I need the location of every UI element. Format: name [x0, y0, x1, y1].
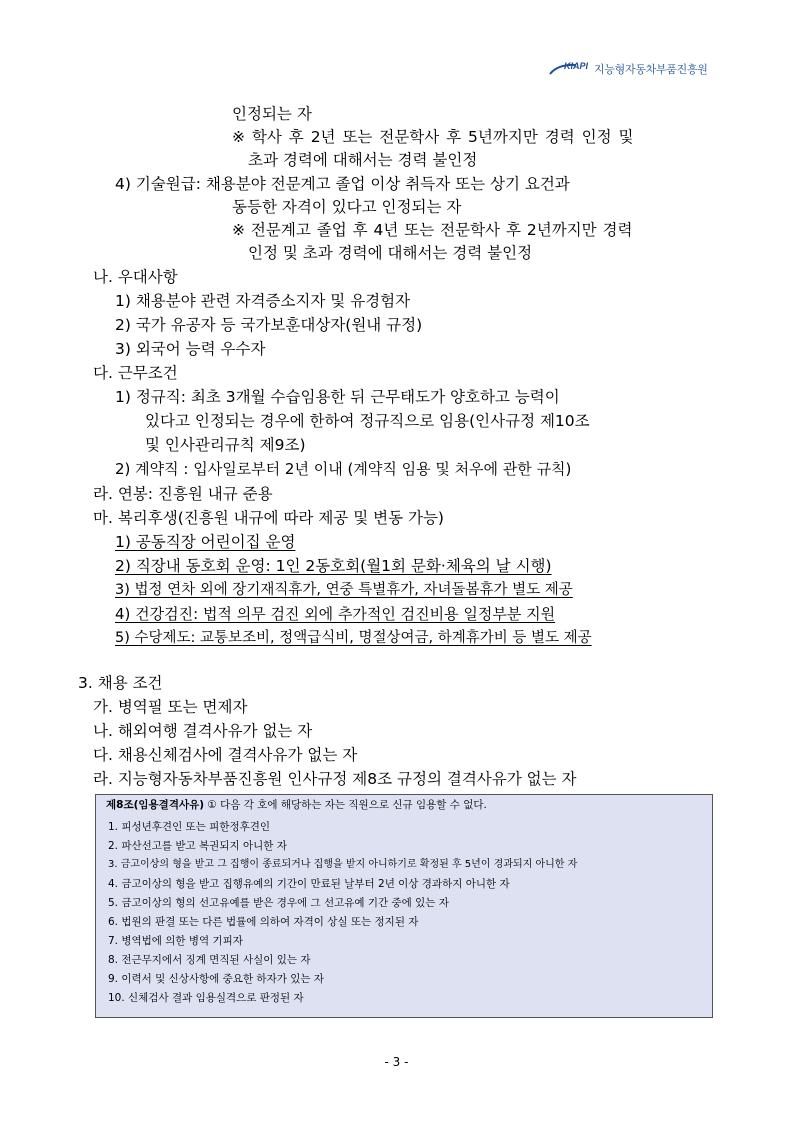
- benefit-line: 4) 건강검진: 법적 의무 검진 외에 추가적인 검진비용 일정부분 지원: [115, 605, 556, 623]
- body-line: ※ 전문계고 졸업 후 4년 또는 전문학사 후 2년까지만 경력: [232, 221, 633, 239]
- benefit-line: 1) 공동직장 어린이집 운영: [115, 533, 296, 551]
- box-item: 3. 금고이상의 형을 받고 그 집행이 종료되거나 집행을 받지 아니하기로 확정된 후 5년이 경과되지 아니한 자: [108, 859, 578, 870]
- body-line: 4) 기술원급: 채용분야 전문계고 졸업 이상 취득자 또는 상기 요건과: [115, 175, 570, 193]
- body-line: 초과 경력에 대해서는 경력 불인정: [248, 151, 478, 169]
- body-line: 2) 계약직 : 입사일로부터 2년 이내 (계약직 임용 및 처우에 관한 규칙): [115, 460, 572, 478]
- kiapi-logo: [548, 58, 753, 80]
- body-line: 다. 채용신체검사에 결격사유가 없는 자: [93, 746, 358, 764]
- page-number: - 3 -: [384, 1055, 409, 1069]
- body-line: 라. 지능형자동차부품진흥원 인사규정 제8조 규정의 결격사유가 없는 자: [93, 770, 577, 788]
- body-line: 가. 병역필 또는 면제자: [93, 698, 248, 716]
- box-item: 10. 신체검사 결과 임용실격으로 판정된 자: [108, 992, 304, 1004]
- body-line: 및 인사관리규칙 제9조): [145, 436, 306, 454]
- body-line: 동등한 자격이 있다고 인정되는 자: [232, 198, 462, 216]
- body-line: 인정되는 자: [232, 105, 312, 123]
- body-line: ※ 학사 후 2년 또는 전문학사 후 5년까지만 경력 인정 및: [232, 128, 634, 146]
- section-heading: 마. 복리후생(진흥원 내규에 따라 제공 및 변동 가능): [93, 509, 444, 527]
- section-heading: 나. 우대사항: [93, 268, 178, 286]
- body-line: 1) 정규직: 최초 3개월 수습임용한 뒤 근무태도가 양호하고 능력이: [115, 388, 560, 406]
- box-item: 9. 이력서 및 신상사항에 중요한 하자가 있는 자: [108, 973, 324, 985]
- box-header: [106, 797, 487, 813]
- body-line: 3) 외국어 능력 우수자: [115, 340, 266, 358]
- box-item: 1. 피성년후견인 또는 피한정후견인: [108, 821, 271, 833]
- box-item: 2. 파산선고를 받고 복권되지 아니한 자: [108, 840, 287, 852]
- section-heading: 3. 채용 조건: [78, 674, 163, 692]
- benefit-line: 5) 수당제도: 교통보조비, 정액급식비, 명절상여금, 하계휴가비 등 별도 제공: [115, 630, 592, 646]
- body-line: 1) 채용분야 관련 자격증소지자 및 유경험자: [115, 292, 411, 310]
- box-item: 4. 금고이상의 형을 받고 집행유예의 기간이 만료된 날부터 2년 이상 경과하지 아니한 자: [108, 878, 510, 890]
- box-intro: ① 다음 각 호에 해당하는 자는 직원으로 신규 임용할 수 없다.: [207, 799, 487, 811]
- body-line: 있다고 인정되는 경우에 한하여 정규직으로 임용(인사규정 제10조: [145, 412, 590, 430]
- box-title: 제8조(임용결격사유): [106, 799, 205, 811]
- box-item: 8. 전근무지에서 징계 면직된 사실이 있는 자: [108, 954, 311, 966]
- box-item: 5. 금고이상의 형의 선고유예를 받은 경우에 그 선고유예 기간 중에 있는 자: [108, 897, 449, 909]
- disqualification-box: [95, 794, 713, 1018]
- box-item: 7. 병역법에 의한 병역 기피자: [108, 935, 243, 947]
- logo-text: 지능형자동차부품진흥원: [594, 63, 708, 76]
- body-line: 나. 해외여행 결격사유가 없는 자: [93, 722, 313, 740]
- section-heading: 다. 근무조건: [93, 364, 178, 382]
- logo-mark: KIAPI: [564, 61, 589, 71]
- section-heading: 라. 연봉: 진흥원 내규 준용: [93, 485, 273, 503]
- body-line: 2) 국가 유공자 등 국가보훈대상자(원내 규정): [115, 316, 423, 334]
- benefit-line: 3) 법정 연차 외에 장기재직휴가, 연중 특별휴가, 자녀돌봄휴가 별도 제공: [115, 582, 573, 598]
- benefit-line: 2) 직장내 동호회 운영: 1인 2동호회(월1회 문화·체육의 날 시행): [115, 557, 552, 575]
- body-line: 인정 및 초과 경력에 대해서는 경력 불인정: [248, 244, 533, 262]
- box-item: 6. 법원의 판결 또는 다른 법률에 의하여 자격이 상실 또는 정지된 자: [108, 916, 419, 928]
